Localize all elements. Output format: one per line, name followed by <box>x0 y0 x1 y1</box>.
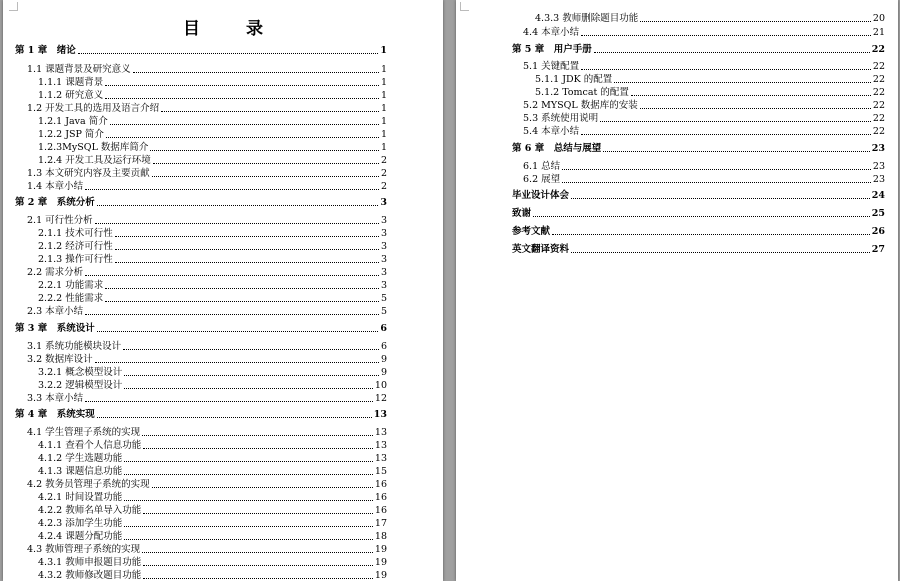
toc-entry[interactable] <box>27 180 387 193</box>
dot-leader <box>640 21 871 22</box>
dot-leader <box>97 417 372 418</box>
toc-entry[interactable] <box>523 125 885 138</box>
toc-entry-title: 4.1.2 学生选题功能 <box>38 453 123 464</box>
toc-entry-page-number: 23 <box>872 161 885 172</box>
toc-entry-page-number: 23 <box>871 143 885 154</box>
dot-leader <box>78 53 379 54</box>
toc-entry[interactable] <box>512 43 885 56</box>
toc-entry-title: 4.1.1 查看个人信息功能 <box>38 440 142 451</box>
toc-entry-title: 5.1.1 JDK 的配置 <box>535 74 613 85</box>
toc-entry-page-number: 2 <box>380 155 387 166</box>
toc-entry[interactable] <box>38 227 387 240</box>
dot-leader <box>124 375 379 376</box>
toc-entry-title: 2.1 可行性分析 <box>27 215 93 226</box>
toc-entry-title: 英文翻译资料 <box>512 244 570 255</box>
toc-entry[interactable] <box>512 243 885 256</box>
toc-entry[interactable] <box>15 196 387 209</box>
dot-leader <box>614 82 871 83</box>
margin-corner-mark <box>9 2 18 11</box>
dot-leader <box>161 111 379 112</box>
toc-entry[interactable] <box>512 142 885 155</box>
toc-entry-page-number: 27 <box>871 244 885 255</box>
dot-leader <box>105 301 379 302</box>
toc-entry-title: 5.2 MYSQL 数据库的安装 <box>523 100 638 111</box>
toc-entry[interactable] <box>27 167 387 180</box>
dot-leader <box>97 331 379 332</box>
toc-entry-page-number: 5 <box>380 293 387 304</box>
toc-entry-page-number: 16 <box>374 492 387 503</box>
toc-entry[interactable] <box>523 112 885 125</box>
dot-leader <box>150 150 379 151</box>
dot-leader <box>133 72 379 73</box>
toc-entry-page-number: 16 <box>374 479 387 490</box>
toc-entry-title: 5.1.2 Tomcat 的配置 <box>535 87 629 98</box>
toc-entry-title: 第 3 章 系统设计 <box>15 323 95 334</box>
toc-entry[interactable] <box>38 115 387 128</box>
toc-entry[interactable] <box>535 12 885 25</box>
dot-leader <box>153 163 379 164</box>
toc-entry-page-number: 3 <box>380 267 387 278</box>
toc-entry[interactable] <box>27 478 387 491</box>
toc-entry-page-number: 3 <box>380 241 387 252</box>
dot-leader <box>115 249 379 250</box>
dot-leader <box>124 388 373 389</box>
dot-leader <box>124 500 373 501</box>
toc-entry-title: 第 1 章 绪论 <box>15 45 76 56</box>
toc-entry-page-number: 23 <box>872 174 885 185</box>
toc-entry-page-number: 3 <box>380 197 387 208</box>
toc-entry-page-number: 13 <box>373 409 387 420</box>
toc-entry-page-number: 16 <box>374 505 387 516</box>
toc-entry-title: 2.1.1 技术可行性 <box>38 228 113 239</box>
toc-entry-page-number: 22 <box>872 100 885 111</box>
toc-entry[interactable] <box>27 214 387 227</box>
toc-entry[interactable] <box>38 569 387 581</box>
toc-entry-page-number: 2 <box>380 181 387 192</box>
toc-entry-page-number: 19 <box>374 544 387 555</box>
toc-entry-page-number: 18 <box>374 531 387 542</box>
toc-entry[interactable] <box>15 408 387 421</box>
toc-entry[interactable] <box>38 366 387 379</box>
toc-entry[interactable] <box>512 207 885 220</box>
toc-entry-page-number: 20 <box>872 13 885 24</box>
toc-entry-title: 4.3.1 教师申报题目功能 <box>38 557 142 568</box>
dot-leader <box>110 124 379 125</box>
dot-leader <box>105 98 379 99</box>
toc-entry-page-number: 22 <box>872 61 885 72</box>
toc-title: 目 录 <box>183 19 283 39</box>
toc-entry-title: 毕业设计体会 <box>512 190 570 201</box>
toc-entry-title: 3.2.2 逻辑模型设计 <box>38 380 123 391</box>
toc-entry-title: 4.3 教师管理子系统的实现 <box>27 544 141 555</box>
dot-leader <box>124 539 373 540</box>
document-page-left <box>3 0 443 581</box>
dot-leader <box>95 223 379 224</box>
toc-entry-title: 4.1 学生管理子系统的实现 <box>27 427 141 438</box>
dot-leader <box>124 526 373 527</box>
toc-entry-title: 6.2 展望 <box>523 174 561 185</box>
toc-entry[interactable] <box>27 426 387 439</box>
dot-leader <box>152 176 379 177</box>
dot-leader <box>562 182 871 183</box>
toc-entry-title: 4.2.2 教师名单导入功能 <box>38 505 142 516</box>
toc-entry-page-number: 1 <box>380 116 387 127</box>
toc-entry-title: 致谢 <box>512 208 532 219</box>
toc-entry[interactable] <box>38 240 387 253</box>
toc-entry-page-number: 19 <box>374 570 387 581</box>
toc-entry-page-number: 9 <box>380 354 387 365</box>
dot-leader <box>142 435 373 436</box>
dot-leader <box>142 552 373 553</box>
toc-entry-page-number: 17 <box>374 518 387 529</box>
toc-entry-title: 2.1.3 操作可行性 <box>38 254 113 265</box>
dot-leader <box>123 349 379 350</box>
toc-entry-title: 2.2.1 功能需求 <box>38 280 104 291</box>
toc-entry-page-number: 1 <box>380 64 387 75</box>
toc-entry-title: 1.2 开发工具的选用及语言介绍 <box>27 103 160 114</box>
toc-entry[interactable] <box>38 504 387 517</box>
toc-entry-page-number: 22 <box>872 113 885 124</box>
toc-entry-title: 5.4 本章小结 <box>523 126 580 137</box>
toc-entry-page-number: 22 <box>872 87 885 98</box>
toc-entry-title: 第 2 章 系统分析 <box>15 197 95 208</box>
toc-entry-title: 5.3 系统使用说明 <box>523 113 599 124</box>
dot-leader <box>571 198 870 199</box>
toc-entry[interactable] <box>523 26 885 39</box>
toc-entry-page-number: 1 <box>380 90 387 101</box>
toc-entry-title: 2.2.2 性能需求 <box>38 293 104 304</box>
dot-leader <box>152 487 373 488</box>
toc-entry-page-number: 5 <box>380 306 387 317</box>
toc-entry-page-number: 26 <box>871 226 885 237</box>
toc-entry-page-number: 15 <box>374 466 387 477</box>
toc-entry[interactable] <box>38 465 387 478</box>
dot-leader <box>562 169 871 170</box>
toc-entry-title: 4.2.4 课题分配功能 <box>38 531 123 542</box>
toc-entry-title: 5.1 关键配置 <box>523 61 580 72</box>
toc-entry-title: 4.2 教务员管理子系统的实现 <box>27 479 150 490</box>
toc-entry-title: 3.2 数据库设计 <box>27 354 93 365</box>
toc-entry[interactable] <box>27 266 387 279</box>
dot-leader <box>143 448 373 449</box>
dot-leader <box>105 288 379 289</box>
toc-entry-title: 4.1.3 课题信息功能 <box>38 466 123 477</box>
dot-leader <box>85 401 373 402</box>
toc-entry-page-number: 13 <box>374 427 387 438</box>
dot-leader <box>581 35 871 36</box>
toc-entry[interactable] <box>512 189 885 202</box>
toc-entry[interactable] <box>38 292 387 305</box>
dot-leader <box>143 565 373 566</box>
toc-entry-page-number: 19 <box>374 557 387 568</box>
dot-leader <box>594 52 870 53</box>
toc-entry-title: 4.3.2 教师修改题目功能 <box>38 570 142 581</box>
toc-entry-page-number: 2 <box>380 168 387 179</box>
toc-entry-title: 第 4 章 系统实现 <box>15 409 95 420</box>
toc-entry-page-number: 1 <box>380 103 387 114</box>
toc-entry[interactable] <box>15 322 387 335</box>
toc-entry[interactable] <box>27 340 387 353</box>
toc-entry-page-number: 21 <box>872 27 885 38</box>
toc-entry-title: 3.2.1 概念模型设计 <box>38 367 123 378</box>
dot-leader <box>105 85 379 86</box>
dot-leader <box>115 236 379 237</box>
toc-entry-page-number: 12 <box>374 393 387 404</box>
dot-leader <box>95 362 379 363</box>
toc-entry-title: 2.1.2 经济可行性 <box>38 241 113 252</box>
toc-entry-page-number: 1 <box>380 77 387 88</box>
toc-entry-page-number: 22 <box>872 74 885 85</box>
dot-leader <box>631 95 871 96</box>
dot-leader <box>143 513 373 514</box>
dot-leader <box>97 205 379 206</box>
dot-leader <box>115 262 379 263</box>
toc-entry-page-number: 10 <box>374 380 387 391</box>
toc-entry-page-number: 3 <box>380 228 387 239</box>
dot-leader <box>581 69 871 70</box>
dot-leader <box>581 134 871 135</box>
toc-entry-page-number: 22 <box>871 44 885 55</box>
dot-leader <box>600 121 871 122</box>
dot-leader <box>124 461 373 462</box>
document-page-right <box>456 0 898 581</box>
toc-entry-title: 2.3 本章小结 <box>27 306 84 317</box>
toc-entry[interactable] <box>38 89 387 102</box>
toc-entry-page-number: 1 <box>380 45 387 56</box>
toc-entry-page-number: 13 <box>374 453 387 464</box>
dot-leader <box>85 314 379 315</box>
toc-entry-title: 1.2.1 Java 简介 <box>38 116 108 127</box>
toc-entry-title: 1.1.1 课题背景 <box>38 77 104 88</box>
toc-entry[interactable] <box>535 73 885 86</box>
toc-entry[interactable] <box>38 530 387 543</box>
dot-leader <box>603 151 870 152</box>
toc-entry[interactable] <box>38 279 387 292</box>
dot-leader <box>533 216 870 217</box>
toc-entry[interactable] <box>27 543 387 556</box>
toc-entry[interactable] <box>27 102 387 115</box>
toc-entry-page-number: 13 <box>374 440 387 451</box>
toc-entry-title: 第 6 章 总结与展望 <box>512 143 602 154</box>
toc-entry[interactable] <box>38 491 387 504</box>
toc-entry-page-number: 25 <box>871 208 885 219</box>
toc-entry-title: 3.3 本章小结 <box>27 393 84 404</box>
toc-entry-page-number: 1 <box>380 142 387 153</box>
toc-entry-page-number: 1 <box>380 129 387 140</box>
dot-leader <box>85 275 379 276</box>
toc-entry[interactable] <box>38 154 387 167</box>
toc-entry[interactable] <box>523 173 885 186</box>
toc-entry-page-number: 6 <box>380 341 387 352</box>
toc-entry-title: 4.2.3 添加学生功能 <box>38 518 123 529</box>
dot-leader <box>85 189 379 190</box>
toc-entry-title: 1.2.2 JSP 简介 <box>38 129 104 140</box>
toc-entry[interactable] <box>38 517 387 530</box>
toc-entry-title: 1.1.2 研究意义 <box>38 90 104 101</box>
toc-entry-title: 4.4 本章小结 <box>523 27 580 38</box>
dot-leader <box>552 234 870 235</box>
toc-entry[interactable] <box>38 141 387 154</box>
toc-entry-page-number: 22 <box>872 126 885 137</box>
margin-corner-mark <box>460 2 469 11</box>
dot-leader <box>143 578 373 579</box>
toc-entry[interactable] <box>38 439 387 452</box>
dot-leader <box>106 137 379 138</box>
toc-entry[interactable] <box>523 160 885 173</box>
toc-entry-page-number: 6 <box>380 323 387 334</box>
toc-entry-title: 3.1 系统功能模块设计 <box>27 341 122 352</box>
toc-entry[interactable] <box>523 99 885 112</box>
toc-entry-page-number: 9 <box>380 367 387 378</box>
toc-entry-title: 第 5 章 用户手册 <box>512 44 592 55</box>
toc-entry[interactable] <box>38 128 387 141</box>
toc-entry[interactable] <box>27 63 387 76</box>
toc-entry[interactable] <box>15 44 387 57</box>
toc-entry-title: 1.1 课题背景及研究意义 <box>27 64 131 75</box>
toc-entry-page-number: 3 <box>380 215 387 226</box>
toc-entry[interactable] <box>27 392 387 405</box>
toc-entry-title: 1.3 本文研究内容及主要贡献 <box>27 168 150 179</box>
toc-entry[interactable] <box>38 452 387 465</box>
toc-entry-title: 4.3.3 教师删除题目功能 <box>535 13 639 24</box>
toc-entry[interactable] <box>523 60 885 73</box>
toc-entry-title: 1.4 本章小结 <box>27 181 84 192</box>
toc-entry-title: 1.2.4 开发工具及运行环境 <box>38 155 151 166</box>
toc-entry[interactable] <box>38 379 387 392</box>
toc-entry-page-number: 3 <box>380 280 387 291</box>
dot-leader <box>124 474 373 475</box>
toc-entry[interactable] <box>38 76 387 89</box>
toc-entry-page-number: 24 <box>871 190 885 201</box>
toc-entry[interactable] <box>27 305 387 318</box>
toc-entry[interactable] <box>38 253 387 266</box>
toc-entry-title: 1.2.3MySQL 数据库简介 <box>38 142 149 153</box>
toc-entry-title: 参考文献 <box>512 226 551 237</box>
dot-leader <box>640 108 871 109</box>
toc-entry[interactable] <box>535 86 885 99</box>
toc-entry-title: 2.2 需求分析 <box>27 267 84 278</box>
toc-entry-title: 6.1 总结 <box>523 161 561 172</box>
toc-entry[interactable] <box>27 353 387 366</box>
toc-entry[interactable] <box>512 225 885 238</box>
toc-entry-title: 4.2.1 时间设置功能 <box>38 492 123 503</box>
dot-leader <box>571 252 870 253</box>
toc-entry-page-number: 3 <box>380 254 387 265</box>
toc-entry[interactable] <box>38 556 387 569</box>
